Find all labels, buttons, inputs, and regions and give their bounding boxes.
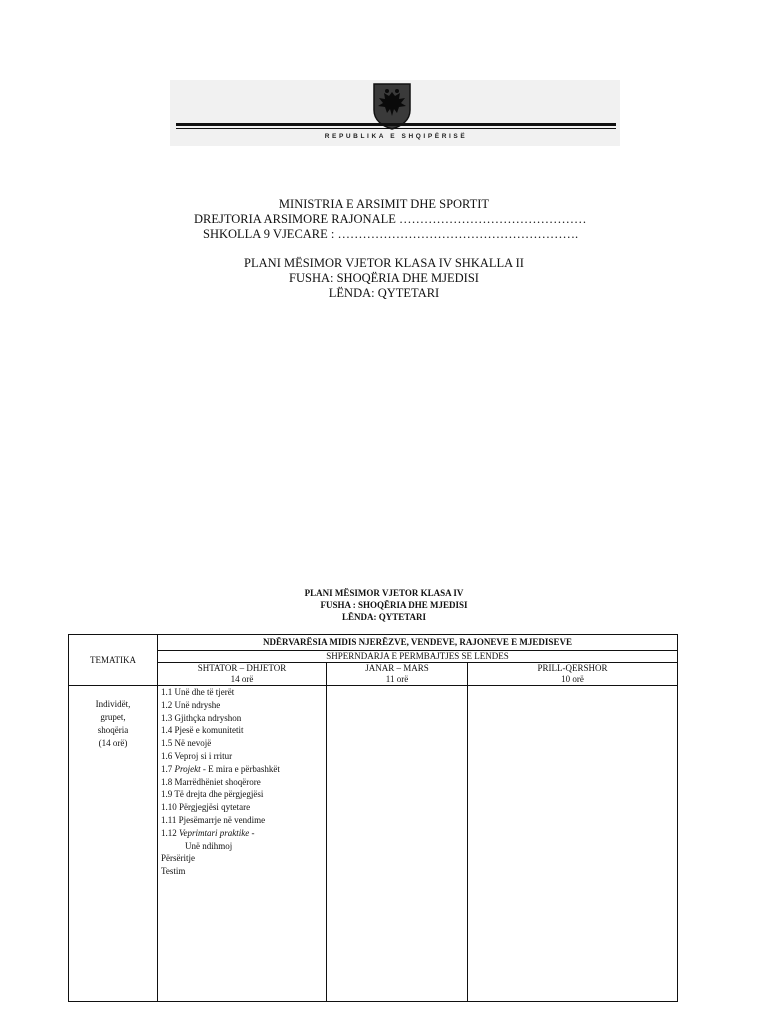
list-item: 1.6 Veproj si i rritur — [161, 750, 233, 761]
plan-title: PLANI MËSIMOR VJETOR KLASA IV SHKALLA II — [244, 256, 524, 270]
topic-rest: - — [249, 827, 255, 838]
period-hours: 14 orë — [230, 674, 254, 684]
period-3-cell — [468, 686, 678, 1002]
table-subtitle: SHPERNDARJA E PERMBAJTJES SE LENDES — [158, 651, 678, 663]
theme-line: grupet, — [100, 712, 126, 722]
list-item: 1.4 Pjesë e komunitetit — [161, 725, 244, 736]
topic-rest: - E mira e përbashkët — [200, 763, 280, 774]
topic-number: 1.12 — [161, 827, 179, 838]
list-item: 1.10 Përgjegjësi qytetare — [161, 802, 251, 813]
topic-number: 1.7 — [161, 763, 175, 774]
period-header — [158, 663, 327, 686]
list-item: 1.1 Unë dhe të tjerët — [161, 687, 235, 697]
period-name: JANAR – MARS — [365, 663, 429, 673]
table-main-title: NDËRVARËSIA MIDIS NJERËZVE, VENDEVE, RAJONEVE E MJEDISEVE — [158, 635, 678, 651]
list-item — [161, 827, 324, 840]
period-2-cell — [327, 686, 468, 1002]
theme-line: shoqëria — [97, 725, 129, 735]
plan-subject: LËNDA: QYTETARI — [328, 286, 440, 300]
topics-cell — [158, 686, 327, 1002]
list-item — [161, 763, 324, 776]
theme-line: (14 orë) — [98, 738, 128, 748]
period-name: SHTATOR – DHJETOR — [197, 663, 287, 673]
period-hours: 11 orë — [385, 674, 409, 684]
theme-line: Individët, — [95, 699, 131, 709]
period-hours: 10 orë — [561, 674, 584, 684]
list-item: 1.9 Të drejta dhe përgjegjësi — [161, 789, 264, 800]
list-item: 1.3 Gjithçka ndryshon — [161, 712, 242, 723]
plan-field: FUSHA: SHOQËRIA DHE MJEDISI — [289, 271, 479, 285]
list-item: 1.11 Pjesëmarrje në vendime — [161, 814, 266, 825]
regional-directorate: DREJTORIA ARSIMORE RAJONALE ……………………………………… — [194, 212, 587, 226]
list-item: Testim — [161, 866, 186, 877]
letterhead-rule-thin — [176, 128, 616, 129]
list-item: 1.8 Marrëdhëniet shoqërore — [161, 776, 261, 787]
list-item: 1.2 Unë ndryshe — [161, 699, 221, 710]
theme-cell — [69, 686, 158, 1002]
list-item: Përsëritje — [161, 853, 195, 864]
list-item: Unë ndihmoj — [185, 840, 233, 851]
table-plan-subject: LËNDA: QYTETARI — [341, 612, 427, 622]
annual-plan-table — [68, 634, 678, 1002]
topic-italic: Veprimtari praktike — [179, 827, 250, 838]
table-plan-title: PLANI MËSIMOR VJETOR KLASA IV — [304, 588, 464, 598]
school-name: SHKOLLA 9 VJECARE : …………………………………………………. — [203, 227, 579, 241]
topic-italic: Projekt — [174, 763, 201, 774]
ministry-title: MINISTRIA E ARSIMIT DHE SPORTIT — [278, 197, 490, 211]
letterhead-rule — [176, 123, 616, 126]
tematika-header: TEMATIKA — [69, 635, 158, 686]
table-plan-field: FUSHA : SHOQËRIA DHE MJEDISI — [320, 600, 468, 610]
period-header — [468, 663, 678, 686]
list-item: 1.5 Në nevojë — [161, 738, 212, 749]
republic-label: REPUBLIKA E SHQIPËRISË — [324, 133, 468, 140]
period-name: PRILL-QERSHOR — [537, 663, 608, 673]
period-header — [327, 663, 468, 686]
